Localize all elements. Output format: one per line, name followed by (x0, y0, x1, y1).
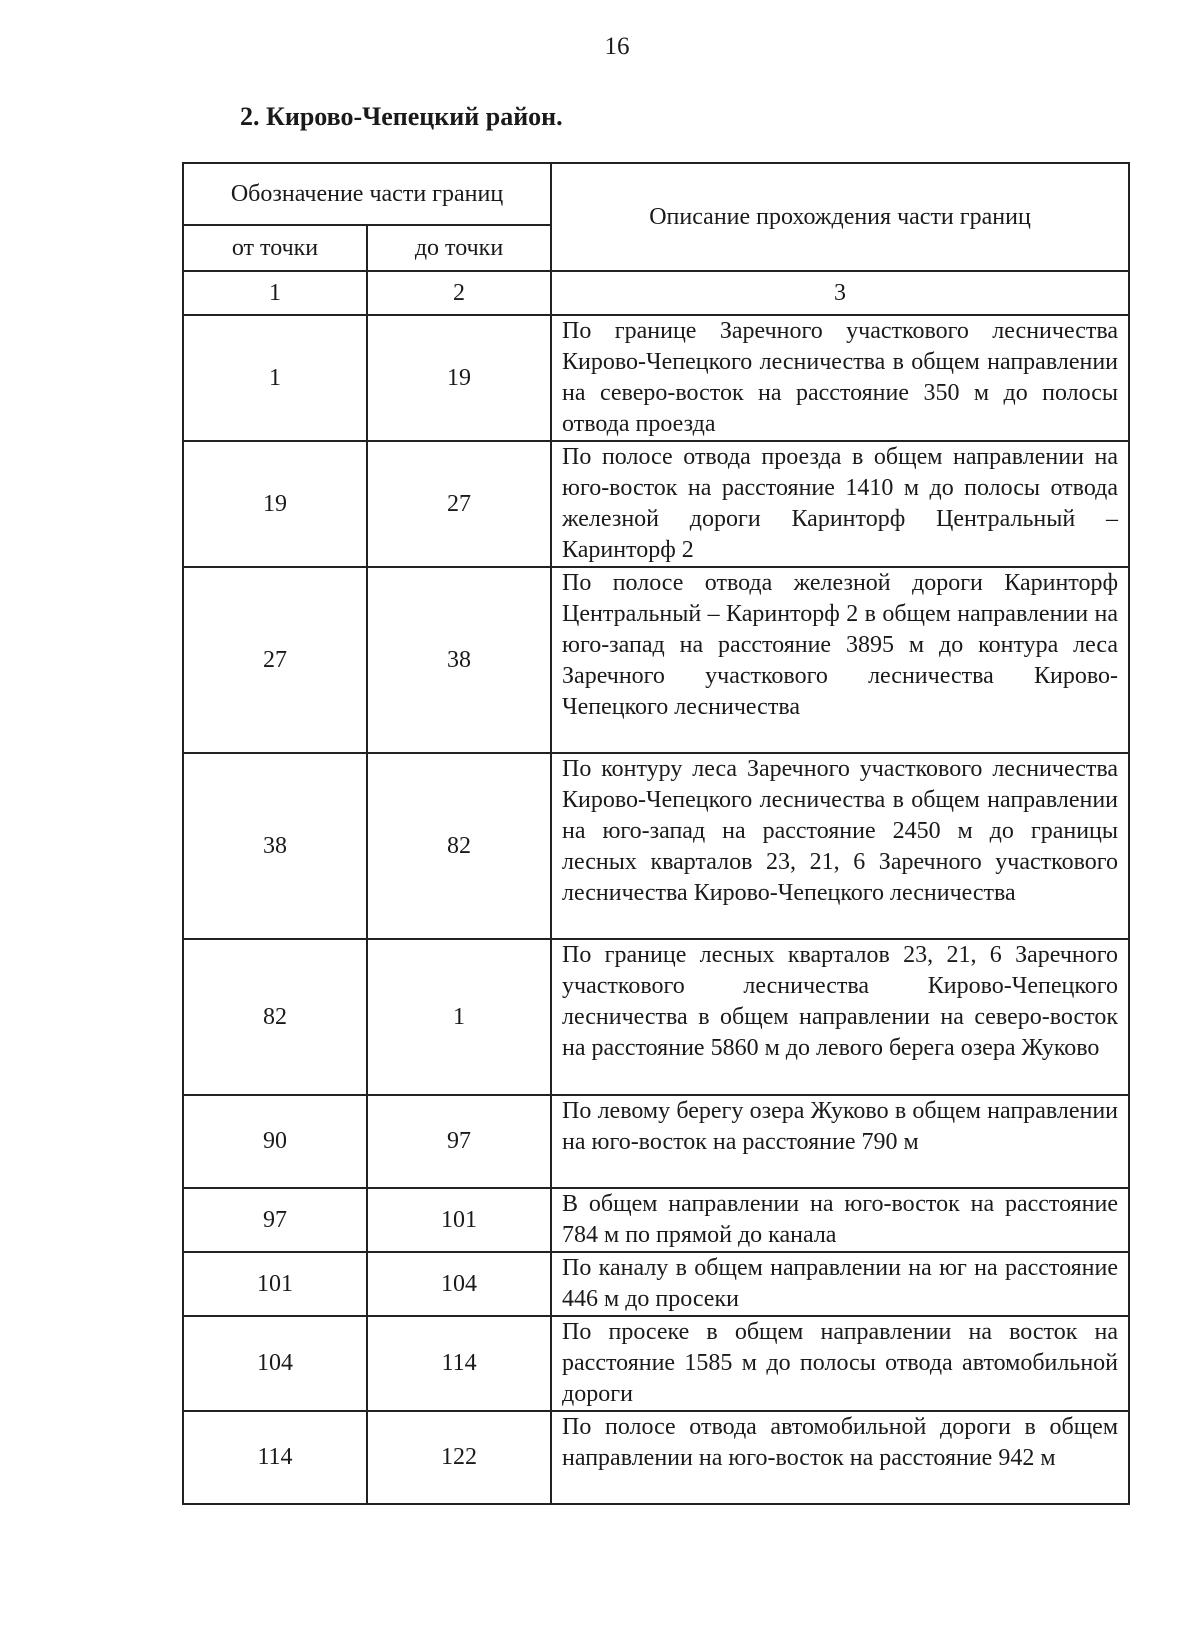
header-from-cell: от точки (183, 225, 367, 271)
header-row-group (183, 163, 1129, 225)
to-point-cell: 1 (367, 939, 551, 1095)
from-point-cell: 1 (183, 315, 367, 441)
page-number: 16 (604, 33, 630, 60)
description-cell: По контуру леса Заречного участкового лесничества Кирово-Чепецкого лесничества в общем направлении на юго-запад на расстояние 2450 м до границы лесных кварталов 23, 21, 6 Заречного участкового лесничества Кирово-Чепецкого лесничества (551, 753, 1129, 939)
table-row (183, 315, 1129, 441)
to-point-cell: 19 (367, 315, 551, 441)
table-row (183, 1252, 1129, 1316)
description-cell: По полосе отвода проезда в общем направлении на юго-восток на расстояние 1410 м до полосы отвода железной дороги Каринторф Центральный – Каринторф 2 (551, 441, 1129, 567)
table-row (183, 1095, 1129, 1188)
to-point-cell: 114 (367, 1316, 551, 1411)
to-point-cell: 38 (367, 567, 551, 753)
header-group-cell: Обозначение части границ (183, 163, 551, 225)
from-point-cell: 90 (183, 1095, 367, 1188)
description-cell: В общем направлении на юго-восток на расстояние 784 м по прямой до канала (551, 1188, 1129, 1252)
boundary-table (182, 162, 1130, 1505)
column-number-2: 2 (367, 271, 551, 315)
table-row (183, 567, 1129, 753)
table-row (183, 939, 1129, 1095)
from-point-cell: 104 (183, 1316, 367, 1411)
description-cell: По просеке в общем направлении на восток на расстояние 1585 м до полосы отвода автомобильной дороги (551, 1316, 1129, 1411)
table-row (183, 753, 1129, 939)
to-point-cell: 82 (367, 753, 551, 939)
section-title: 2. Кирово-Чепецкий район. (240, 102, 563, 131)
from-point-cell: 38 (183, 753, 367, 939)
to-point-cell: 122 (367, 1411, 551, 1504)
column-number-row (183, 271, 1129, 315)
to-point-cell: 101 (367, 1188, 551, 1252)
table-row (183, 1316, 1129, 1411)
from-point-cell: 82 (183, 939, 367, 1095)
description-cell: По границе Заречного участкового лесничества Кирово-Чепецкого лесничества в общем направлении на северо-восток на расстояние 350 м до полосы отвода проезда (551, 315, 1129, 441)
column-number-3: 3 (551, 271, 1129, 315)
description-cell: По границе лесных кварталов 23, 21, 6 Заречного участкового лесничества Кирово-Чепецкого лесничества в общем направлении на северо-восток на расстояние 5860 м до левого берега озера Жуково (551, 939, 1129, 1095)
to-point-cell: 97 (367, 1095, 551, 1188)
from-point-cell: 19 (183, 441, 367, 567)
to-point-cell: 104 (367, 1252, 551, 1316)
table-row (183, 441, 1129, 567)
description-cell: По левому берегу озера Жуково в общем направлении на юго-восток на расстояние 790 м (551, 1095, 1129, 1188)
from-point-cell: 114 (183, 1411, 367, 1504)
from-point-cell: 101 (183, 1252, 367, 1316)
header-description-cell: Описание прохождения части границ (551, 163, 1129, 271)
column-number-1: 1 (183, 271, 367, 315)
to-point-cell: 27 (367, 441, 551, 567)
description-cell: По каналу в общем направлении на юг на расстояние 446 м до просеки (551, 1252, 1129, 1316)
from-point-cell: 27 (183, 567, 367, 753)
table-row (183, 1411, 1129, 1504)
from-point-cell: 97 (183, 1188, 367, 1252)
description-cell: По полосе отвода автомобильной дороги в общем направлении на юго-восток на расстояние 942 м (551, 1411, 1129, 1504)
header-to-cell: до точки (367, 225, 551, 271)
description-cell: По полосе отвода железной дороги Каринторф Центральный – Каринторф 2 в общем направлении на юго-запад на расстояние 3895 м до контура леса Заречного участкового лесничества Кирово-Чепецкого лесничества (551, 567, 1129, 753)
table-row (183, 1188, 1129, 1252)
